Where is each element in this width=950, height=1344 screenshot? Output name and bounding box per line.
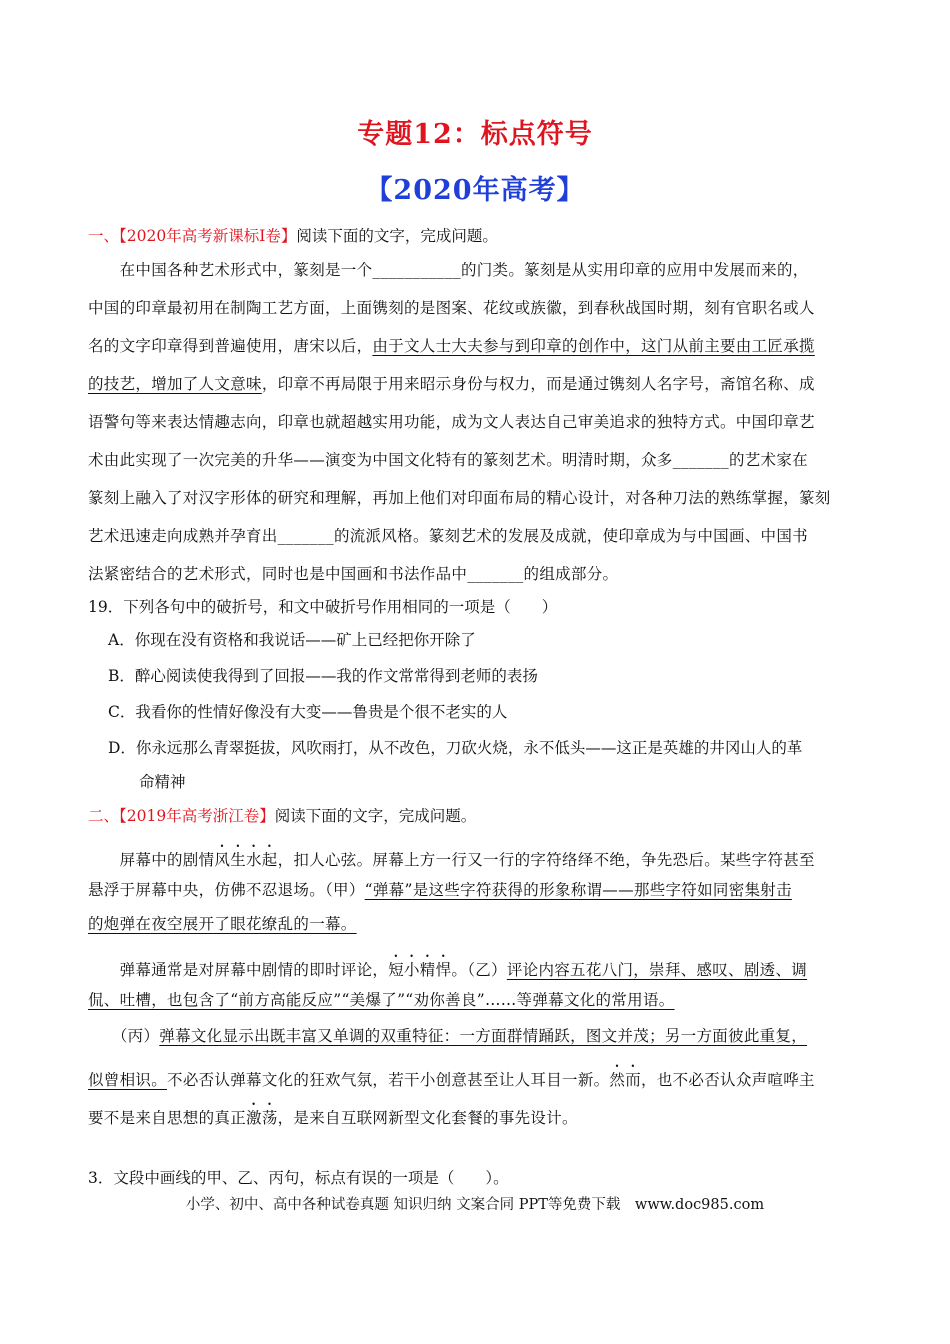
emphasized-phrase: 短小精悍 [388, 961, 452, 979]
emphasized-word: 激荡 [246, 1109, 278, 1127]
passage1-line-5: 语警句等来表达情趣志向，印章也就超越实用功能，成为文人表达自己审美追求的独特方式。中国印章艺 [88, 413, 815, 431]
passage1-line-9: 法紧密结合的艺术形式，同时也是中国画和书法作品中_______的组成部分。 [88, 565, 619, 583]
passage2-text: ，也不必否认众声喧哗主 [641, 1071, 815, 1089]
sentence-bing-underlined: 弹幕文化显示出既丰富又单调的双重特征：一方面群情踊跃，图文并茂；另一方面彼此重复， [159, 1027, 808, 1045]
passage2-text: ，扣人心弦。屏幕上方一行又一行的字符络绎不绝，争先恐后。某些字符甚至 [277, 851, 815, 869]
passage1-underlined-end: 的技艺，增加了人文意味 [88, 375, 262, 393]
passage1-text: 名的文字印章得到普遍使用，唐宋以后， [88, 337, 373, 355]
sentence-jia-underlined-end: 的炮弹在夜空展开了眼花缭乱的一幕。 [88, 915, 357, 933]
passage2-text: 。（乙） [451, 961, 507, 979]
passage2-line-6 [88, 1026, 807, 1046]
page-subtitle: 【2020年高考】 [365, 175, 585, 206]
section2-number: 二、 [88, 807, 120, 825]
emphasized-phrase: 风生水起 [214, 851, 278, 869]
passage1-line-8: 艺术迅速走向成熟并孕育出_______的流派风格。篆刻艺术的发展及成就，使印章成为与中国画、中国书 [88, 527, 808, 545]
option-c: C．我看你的性情好像没有大变——鲁贵是个很不老实的人 [108, 703, 508, 721]
option-b: B．醉心阅读使我得到了回报——我的作文常常得到老师的表扬 [108, 667, 538, 685]
page-footer: 小学、初中、高中各种试卷真题 知识归纳 文案合同 PPT等免费下载 www.doc985.com [185, 1197, 765, 1213]
section2-source: 【2019年高考浙江卷】 [119, 807, 275, 825]
sentence-yi-underlined: 评论内容五花八门，崇拜、感叹、剧透、调 [506, 961, 808, 979]
option-a: A．你现在没有资格和我说话——矿上已经把你开除了 [108, 631, 476, 649]
option-d: D．你永远那么青翠挺拔，风吹雨打，从不改色，刀砍火烧，永不低头——这正是英雄的井冈山人的革 [108, 739, 803, 757]
passage2-line-2 [88, 880, 792, 900]
passage2-text: 要不是来自思想的真正 [88, 1109, 247, 1127]
passage1-line-1: 在中国各种艺术形式中，篆刻是一个___________的门类。篆刻是从实用印章的应用中发展而来的， [88, 261, 809, 279]
passage2-text: 屏幕中的剧情 [88, 851, 215, 869]
passage1-line-6: 术由此实现了一次完美的升华——演变为中国文化特有的篆刻艺术。明清时期，众多_______的艺术家在 [88, 451, 808, 469]
passage2-text: ，是来自互联网新型文化套餐的事先设计。 [277, 1109, 578, 1127]
page-title: 专题12：标点符号 [357, 119, 593, 150]
passage2-line-8 [88, 1100, 578, 1128]
passage2-text: 弹幕通常是对屏幕中剧情的即时评论， [88, 961, 389, 979]
sentence-jia-underlined: “弹幕”是这些字符获得的形象称谓——那些字符如同密集射击 [364, 881, 792, 899]
question-3: 3．文段中画线的甲、乙、丙句，标点有误的一项是（ ）。 [88, 1169, 509, 1187]
passage2-line-5 [88, 990, 675, 1010]
passage2-text: 不必否认弹幕文化的狂欢气氛，若干小创意甚至让人耳目一新。 [167, 1071, 610, 1089]
passage2-text: （丙） [88, 1027, 160, 1045]
passage1-underlined: 由于文人士大夫参与到印章的创作中，这门从前主要由工匠承揽 [372, 337, 815, 355]
passage1-line-4 [88, 374, 815, 394]
section2-instruction: 阅读下面的文字，完成问题。 [274, 807, 477, 825]
section1-instruction: 阅读下面的文字，完成问题。 [296, 227, 498, 245]
question-19: 19．下列各句中的破折号，和文中破折号作用相同的一项是（ ） [88, 598, 558, 616]
passage2-line-3 [88, 914, 357, 934]
emphasized-word: 然而 [609, 1071, 642, 1089]
passage1-line-7: 篆刻上融入了对汉字形体的研究和理解，再加上他们对印面布局的精心设计，对各种刀法的熟练掌握，篆刻 [88, 489, 831, 507]
section1-heading [88, 226, 498, 246]
section2-heading [88, 806, 476, 826]
passage2-line-7 [88, 1062, 815, 1090]
passage2-text: 悬浮于屏幕中央，仿佛不忍退场。（甲） [88, 881, 365, 899]
passage2-line-1 [88, 842, 815, 870]
sentence-yi-underlined-end: 侃、吐槽，也包含了“前方高能反应”“美爆了”“劝你善良”……等弹幕文化的常用语。 [88, 991, 675, 1009]
passage1-line-3 [88, 336, 815, 356]
passage2-line-4 [88, 952, 807, 980]
sentence-bing-underlined-end: 似曾相识。 [88, 1071, 168, 1089]
passage1-text: ，印章不再局限于用来昭示身份与权力，而是通过镌刻人名字号，斋馆名称、成 [261, 375, 815, 393]
option-d-continued: 命精神 [108, 773, 186, 791]
section1-source: 【2020年高考新课标I卷】 [119, 227, 297, 245]
section1-number: 一、 [88, 227, 120, 245]
passage1-line-2: 中国的印章最初用在制陶工艺方面，上面镌刻的是图案、花纹或族徽，到春秋战国时期，刻有官职名或人 [88, 299, 815, 317]
